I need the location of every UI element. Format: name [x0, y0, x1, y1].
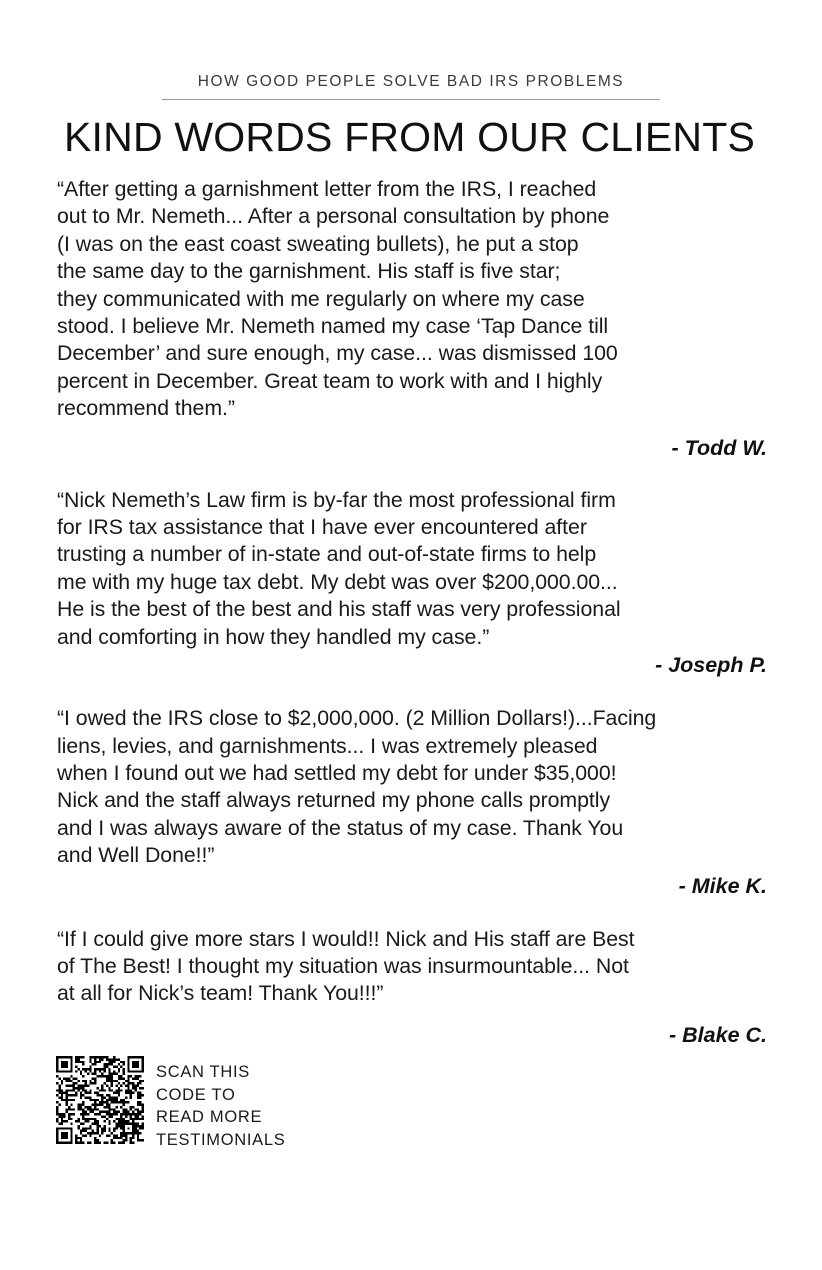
tagline: HOW GOOD PEOPLE SOLVE BAD IRS PROBLEMS	[197, 73, 625, 90]
testimonial-item	[57, 176, 767, 461]
quote-line: percent in December. Great team to work with and I highly	[57, 368, 603, 393]
page-title: KIND WORDS FROM OUR CLIENTS	[64, 114, 756, 160]
scan-line: READ MORE	[156, 1108, 263, 1127]
quote-line: He is the best of the best and his staff was very professional	[57, 597, 621, 622]
testimonial-quote	[57, 487, 767, 651]
testimonial-item	[57, 705, 767, 898]
quote-line: trusting a number of in-state and out-of-state firms to help	[57, 542, 597, 567]
testimonial-quote	[57, 926, 767, 1008]
quote-line: the same day to the garnishment. His staff is five star;	[57, 259, 561, 284]
quote-line: (I was on the east coast sweating bullets), he put a stop	[57, 231, 579, 256]
quote-line: liens, levies, and garnishments... I was extremely pleased	[57, 733, 598, 758]
quote-line: for IRS tax assistance that I have ever encountered after	[57, 515, 587, 540]
testimonial-item	[57, 926, 767, 1048]
quote-line: December’ and sure enough, my case... was dismissed 100	[57, 341, 618, 366]
scan-line: SCAN THIS	[156, 1063, 251, 1081]
scan-instructions	[156, 1054, 285, 1151]
quote-line: “If I could give more stars I would!! Nick and His staff are Best	[57, 926, 635, 951]
quote-line: Nick and the staff always returned my phone calls promptly	[57, 788, 611, 813]
quote-line: stood. I believe Mr. Nemeth named my case ‘Tap Dance till	[57, 314, 609, 339]
testimonial-attribution: - Mike K.	[678, 873, 767, 898]
testimonial-attribution: - Joseph P.	[655, 653, 767, 678]
quote-line: at all for Nick’s team! Thank You!!!”	[57, 981, 384, 1006]
quote-line: and comforting in how they handled my case.”	[57, 624, 490, 649]
quote-line: of The Best! I thought my situation was insurmountable... Not	[57, 953, 629, 978]
quote-line: and I was always aware of the status of my case. Thank You	[57, 815, 624, 840]
testimonial-attribution: - Blake C.	[669, 1022, 767, 1047]
testimonial-quote	[57, 176, 767, 423]
quote-line: “I owed the IRS close to $2,000,000. (2 Million Dollars!)...Facing	[57, 706, 657, 731]
quote-line: recommend them.”	[57, 396, 235, 421]
quote-line: when I found out we had settled my debt for under $35,000!	[57, 760, 617, 785]
quote-line: “Nick Nemeth’s Law firm is by-far the most professional firm	[57, 487, 616, 512]
quote-line: and Well Done!!”	[57, 843, 215, 868]
header-divider	[162, 99, 660, 100]
qr-code-icon[interactable]	[56, 1054, 144, 1146]
qr-footer	[56, 1054, 285, 1151]
testimonial-item	[57, 487, 767, 678]
testimonial-attribution: - Todd W.	[671, 435, 767, 460]
quote-line: me with my huge tax debt. My debt was over $200,000.00...	[57, 569, 618, 594]
testimonial-quote	[57, 705, 767, 869]
quote-line: “After getting a garnishment letter from the IRS, I reached	[57, 177, 597, 201]
scan-line: CODE TO	[156, 1085, 236, 1104]
scan-line: TESTIMONIALS	[156, 1130, 286, 1149]
page-header	[0, 72, 822, 92]
quote-line: they communicated with me regularly on where my case	[57, 286, 585, 311]
testimonial-list	[57, 176, 767, 1048]
quote-line: out to Mr. Nemeth... After a personal consultation by phone	[57, 204, 610, 229]
